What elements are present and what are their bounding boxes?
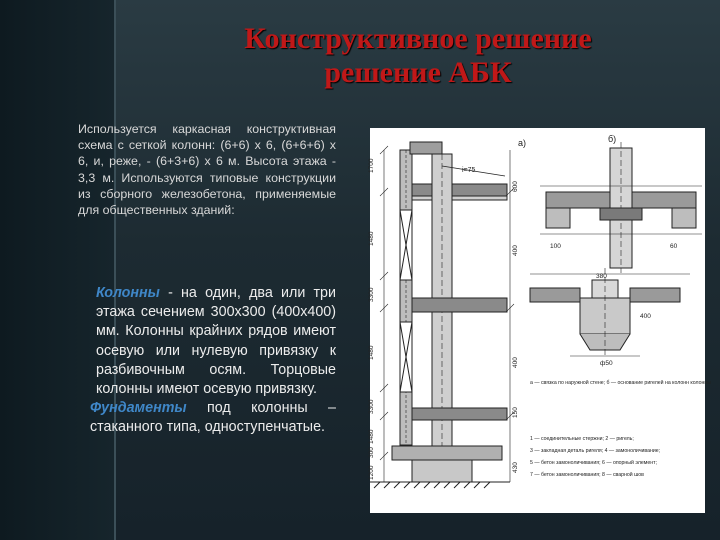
dim-b-4: 100 — [550, 243, 561, 250]
dim-right-4: 430 — [512, 462, 519, 473]
construction-drawing — [368, 128, 711, 513]
label-a: а) — [518, 138, 527, 148]
dim-left-3: 1480 — [368, 345, 375, 360]
dim-left-2: 3300 — [368, 287, 375, 302]
left-decorative-bar — [0, 0, 114, 540]
legend-line-2: 5 — бетон замоноличивания; 6 — опорный элемент; — [530, 460, 657, 466]
dim-left-6: 300 — [368, 447, 375, 458]
dim-left-0: 1700 — [368, 158, 375, 173]
title-line-1: Конструктивное решение — [244, 22, 592, 55]
drawing-svg — [368, 128, 711, 513]
dim-b-0: 380 — [596, 273, 607, 280]
dim-b-1: ф50 — [600, 360, 613, 367]
columns-paragraph — [78, 284, 336, 399]
legend-line-3: 7 — бетон замоноличивания; 8 — сварной шов — [530, 472, 644, 478]
dim-right-3: 150 — [512, 407, 519, 418]
columns-text: - на один, два или три этажа сечением 300х300 (400х400) мм. Колонны крайних рядов имеют осевую или нулевую привязку к разбивочным осям. Торцовые колонны имеют осевую привязку. — [96, 285, 336, 398]
label-i75: i=75 — [462, 167, 476, 174]
intro-paragraph: Используется каркасная конструктивная схема с сеткой колонн: (6+6) х 6, (6+6+6) х 6, и, реже, - (6+3+6) х 6 м. Высота этажа - 3,3 м. Используются типовые конструкции из сборного железобетона, применяемые для общественных зданий: — [78, 122, 336, 218]
foundations-keyword: Фундаменты — [90, 400, 187, 417]
label-b: б) — [608, 134, 617, 144]
dim-right-1: 400 — [512, 245, 519, 256]
slide-title — [116, 22, 720, 90]
dim-right-0: 600 — [512, 181, 519, 192]
dim-left-5: 1480 — [368, 429, 375, 444]
dim-left-7: 1200 — [368, 465, 375, 480]
dim-left-4: 3300 — [368, 399, 375, 414]
legend-line-0: 1 — соединительные стержни; 2 — ригель; — [530, 436, 634, 442]
body-text — [78, 284, 336, 438]
dim-right-2: 400 — [512, 357, 519, 368]
drawing-caption: а — связка по наружной стене; б — основание ригелей на колонн колонны — [530, 380, 711, 386]
title-line-2: решение АБК — [324, 56, 512, 89]
dim-b-3: 60 — [670, 243, 678, 250]
dim-left-1: 1480 — [368, 231, 375, 246]
columns-keyword: Колонны — [96, 285, 160, 301]
legend-line-1: 3 — закладная деталь ригеля; 4 — замоноличивание; — [530, 448, 661, 454]
dim-b-2: 400 — [640, 313, 651, 320]
foundations-text: под колонны – стаканного типа, одноступенчатые. — [90, 400, 336, 436]
foundations-paragraph — [78, 399, 336, 437]
